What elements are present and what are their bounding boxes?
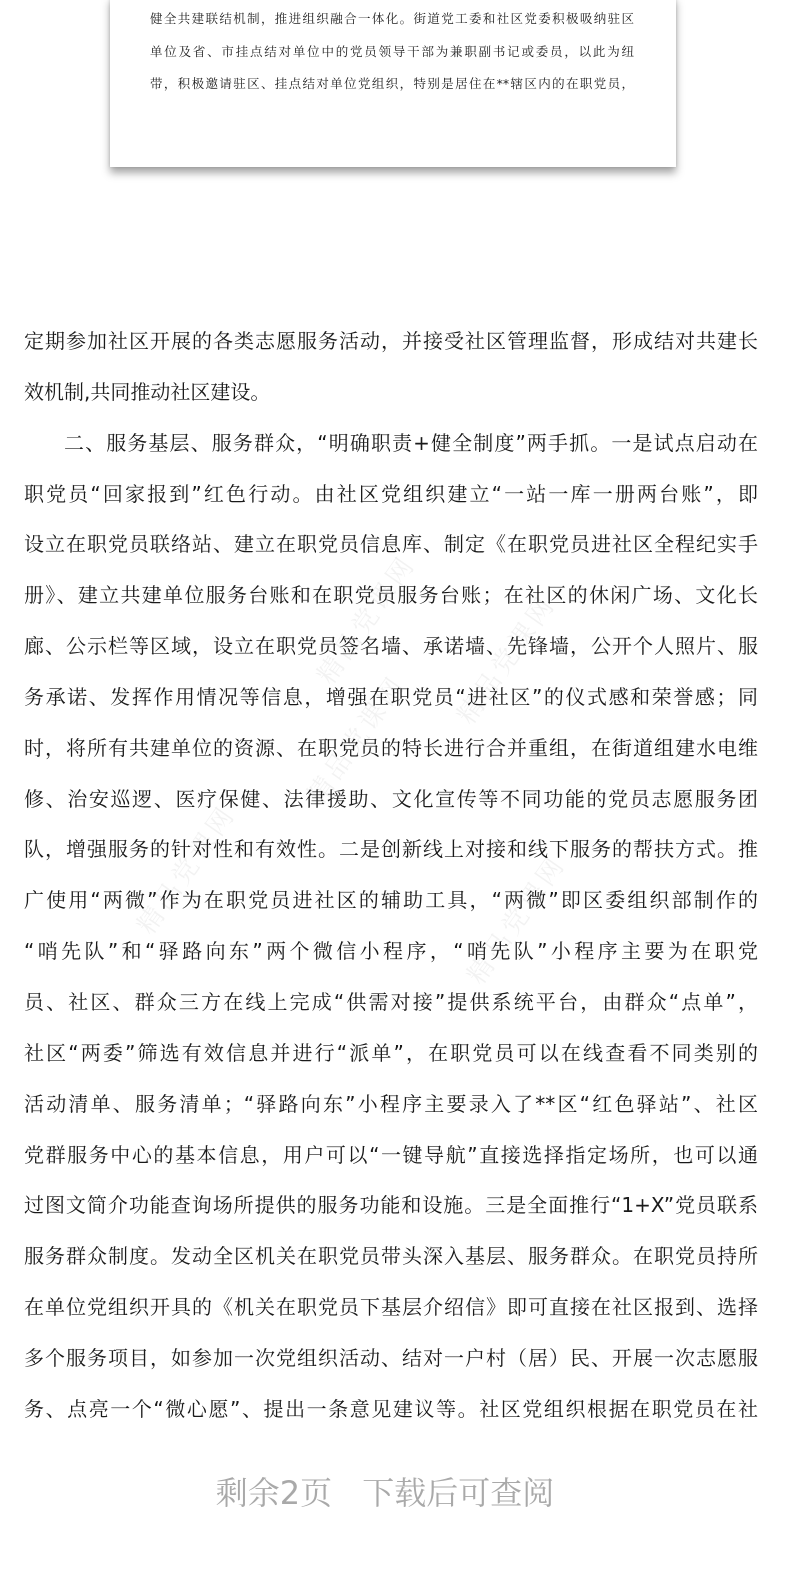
preview-line: 带，积极邀请驻区、挂点结对单位党组织，特别是居住在**辖区内的在职党员，: [150, 76, 634, 91]
text-line: 员、社区、群众三方在线上完成“供需对接”提供系统平台，由群众“点单”，: [24, 989, 758, 1014]
text-line: 党群服务中心的基本信息，用户可以“一键导航”直接选择指定场所，也可以通: [24, 1142, 758, 1167]
text-line: 册》、建立共建单位服务台账和在职党员服务台账；在社区的休闲广场、文化长: [24, 583, 758, 608]
watermark: 精品党课网: [131, 799, 243, 940]
text-line: 设立在职党员联络站、建立在职党员信息库、制定《在职党员进社区全程纪实手: [24, 532, 758, 557]
text-line: 队，增强服务的针对性和有效性。二是创新线上对接和线下服务的帮扶方式。推: [24, 837, 758, 862]
remaining-pages-download-prompt[interactable]: 剩余2页 下载后可查阅: [215, 1474, 555, 1512]
text-line: 在单位党组织开具的《机关在职党员下基层介绍信》即可直接在社区报到、选择: [24, 1295, 758, 1320]
text-line: 职党员“回家报到”红色行动。由社区党组织建立“一站一库一册两台账”，即: [24, 481, 758, 506]
watermark: 精品党课网: [301, 669, 413, 810]
text-line: “哨先队”和“驿路向东”两个微信小程序，“哨先队”小程序主要为在职党: [24, 939, 758, 964]
text-line: 广使用“两微”作为在职党员进社区的辅助工具，“两微”即区委组织部制作的: [24, 888, 758, 913]
text-line: 二、服务基层、服务群众，“明确职责+健全制度”两手抓。一是试点启动在: [64, 430, 758, 455]
text-line: 服务群众制度。发动全区机关在职党员带头深入基层、服务群众。在职党员持所: [24, 1244, 758, 1269]
preview-page-card: [110, 0, 676, 167]
text-line: 过图文简介功能查询场所提供的服务功能和设施。三是全面推行“1+X”党员联系: [24, 1193, 758, 1218]
preview-line: 单位及省、市挂点结对单位中的党员领导干部为兼职副书记或委员，以此为纽: [150, 43, 634, 59]
text-line: 廊、公示栏等区域，设立在职党员签名墙、承诺墙、先锋墙，公开个人照片、服: [24, 634, 758, 659]
text-line: 活动清单、服务清单；“驿路向东”小程序主要录入了**区“红色驿站”、社区: [24, 1091, 758, 1116]
preview-page-text: [150, 10, 634, 108]
watermark: 精品党课网: [451, 589, 563, 730]
document-body: [24, 323, 758, 1442]
text-line: 定期参加社区开展的各类志愿服务活动，并接受社区管理监督，形成结对共建长: [24, 329, 758, 353]
watermark: 精品党课网: [461, 849, 573, 990]
text-line: 务承诺、发挥作用情况等信息，增强在职党员“进社区”的仪式感和荣誉感；同: [24, 684, 758, 709]
text-line: 效机制,共同推动社区建设。: [24, 379, 271, 404]
text-line: 时，将所有共建单位的资源、在职党员的特长进行合并重组，在街道组建水电维: [24, 735, 758, 760]
text-line: 修、治安巡逻、医疗保健、法律援助、文化宣传等不同功能的党员志愿服务团: [24, 786, 758, 811]
text-line: 务、点亮一个“微心愿”、提出一条意见建议等。社区党组织根据在职党员在社: [24, 1396, 758, 1421]
preview-line: 健全共建联结机制，推进组织融合一体化。街道党工委和社区党委积极吸纳驻区: [150, 11, 634, 26]
text-line: 社区“两委”筛选有效信息并进行“派单”，在职党员可以在线查看不同类别的: [24, 1040, 758, 1065]
text-line: 多个服务项目，如参加一次党组织活动、结对一户村（居）民、开展一次志愿服: [24, 1345, 758, 1370]
watermark: 精品党课网: [311, 549, 423, 690]
